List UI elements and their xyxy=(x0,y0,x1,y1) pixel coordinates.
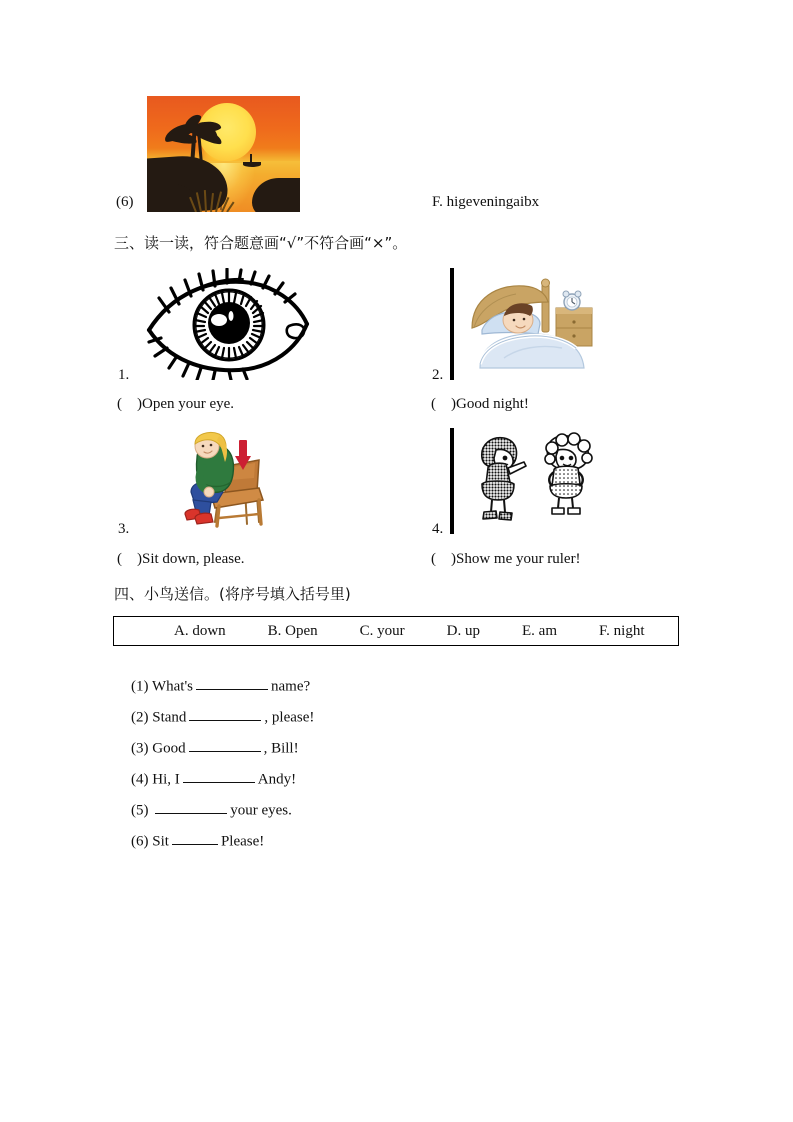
item-3-bracket: ( ) xyxy=(117,551,142,567)
fill-question-2-before: Stand xyxy=(152,709,187,726)
eye-line-drawing-image xyxy=(139,268,319,380)
fill-question-5-after: your eyes. xyxy=(230,802,292,819)
person-sitting-image xyxy=(167,430,273,528)
fill-question-4-blank[interactable] xyxy=(183,768,255,783)
item-2-answer[interactable] xyxy=(431,395,529,414)
fill-question-1-blank[interactable] xyxy=(196,675,268,690)
fill-question-3-number: (3) xyxy=(131,740,149,757)
word-bank-option-f[interactable]: F. night xyxy=(599,622,645,639)
fill-question-6-number: (6) xyxy=(131,833,149,850)
fill-question-6-blank[interactable] xyxy=(172,830,218,845)
child-sleeping-image xyxy=(464,272,596,376)
fill-question-1-before: What's xyxy=(151,678,194,695)
item-3-answer[interactable] xyxy=(117,550,245,569)
item-4-number: 4. xyxy=(432,521,444,537)
fill-question-6-after: Please! xyxy=(220,833,265,850)
section-four-heading: 四、小鸟送信。(将序号填入括号里) xyxy=(114,585,351,603)
fill-question-6-before: Sit xyxy=(152,833,169,850)
item-4-bracket: ( ) xyxy=(431,551,456,567)
item-3-sentence: Sit down, please. xyxy=(142,551,245,567)
word-bank-option-b[interactable]: B. Open xyxy=(267,622,318,639)
item-1-sentence: Open your eye. xyxy=(142,396,235,412)
item-3-number: 3. xyxy=(118,521,130,537)
item-4-sentence: Show me your ruler! xyxy=(456,551,581,567)
fill-question-4-after: Andy! xyxy=(257,771,297,788)
word-bank-option-e[interactable]: E. am xyxy=(522,622,558,639)
fill-question-3-after: , Bill! xyxy=(263,740,299,757)
item-1-answer[interactable] xyxy=(117,395,234,414)
grass-shape xyxy=(193,190,233,212)
word-bank-box xyxy=(113,616,679,646)
word-bank-option-c[interactable]: C. your xyxy=(359,622,405,639)
item-1-number: 1. xyxy=(118,367,130,383)
word-bank-option-a[interactable]: A. down xyxy=(174,622,226,639)
fill-question-3-blank[interactable] xyxy=(189,737,261,752)
item-2-bracket: ( ) xyxy=(431,396,456,412)
word-bank-list xyxy=(114,623,645,640)
column-divider-bar-top xyxy=(450,268,454,380)
fill-question-5-number: (5) xyxy=(131,802,149,819)
word-bank-option-d[interactable]: D. up xyxy=(446,622,481,639)
two-cartoon-girls-image xyxy=(470,432,604,528)
fill-question-5-blank[interactable] xyxy=(155,799,227,814)
fill-question-6[interactable] xyxy=(116,813,264,867)
fill-question-4-before: Hi, I xyxy=(152,771,180,788)
fill-question-1-after: name? xyxy=(271,678,311,695)
sunset-beach-image xyxy=(147,96,300,212)
fill-question-2-after: , please! xyxy=(264,709,315,726)
fill-question-2-blank[interactable] xyxy=(189,706,261,721)
item-6-number: (6) xyxy=(116,194,134,210)
item-4-answer[interactable] xyxy=(431,550,581,569)
option-f-label: F. higeveningaibx xyxy=(432,194,540,210)
item-2-number: 2. xyxy=(432,367,444,383)
fill-question-1-number: (1) xyxy=(131,678,149,695)
section-three-heading: 三、读一读，符合题意画“√”不符合画“×”。 xyxy=(114,234,408,252)
item-1-bracket: ( ) xyxy=(117,396,142,412)
fill-question-4-number: (4) xyxy=(131,771,149,788)
item-2-sentence: Good night! xyxy=(456,396,529,412)
fill-question-2-number: (2) xyxy=(131,709,149,726)
column-divider-bar-bottom xyxy=(450,428,454,534)
fill-question-3-before: Good xyxy=(152,740,186,757)
